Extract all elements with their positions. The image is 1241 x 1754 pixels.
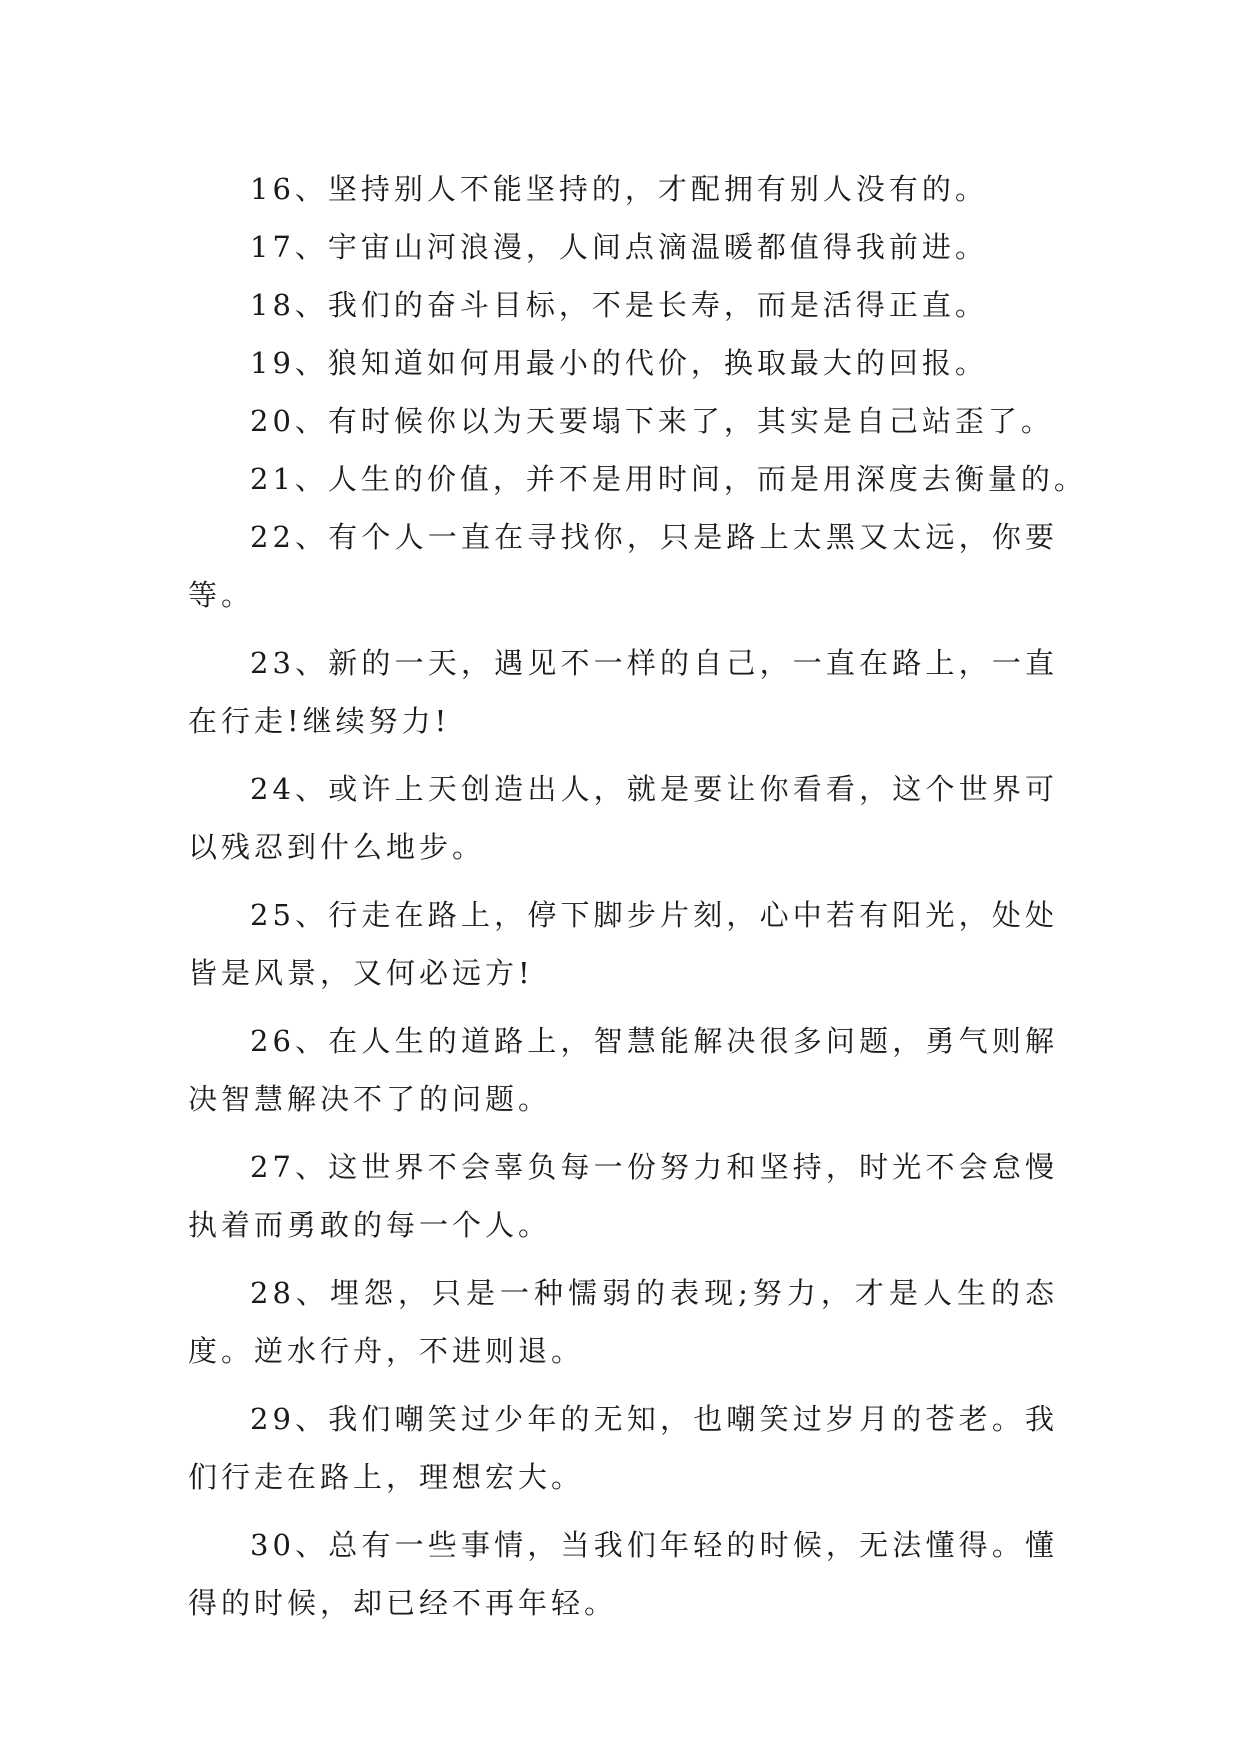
list-item: 28、埋怨，只是一种懦弱的表现;努力，才是人生的态度。逆水行舟，不进则退。 (188, 1276, 1058, 1368)
list-item: 22、有个人一直在寻找你，只是路上太黑又太远，你要等。 (188, 520, 1058, 612)
list-item: 19、狼知道如何用最小的代价，换取最大的回报。 (250, 346, 988, 380)
document-body (188, 160, 1087, 1632)
list-item: 27、这世界不会辜负每一份努力和坚持，时光不会怠慢执着而勇敢的每一个人。 (188, 1150, 1058, 1242)
list-item: 29、我们嘲笑过少年的无知，也嘲笑过岁月的苍老。我们行走在路上，理想宏大。 (188, 1402, 1058, 1494)
list-item: 24、或许上天创造出人，就是要让你看看，这个世界可以残忍到什么地步。 (188, 772, 1058, 864)
list-item: 18、我们的奋斗目标，不是长寿，而是活得正直。 (250, 288, 988, 322)
list-item: 30、总有一些事情，当我们年轻的时候，无法懂得。懂得的时候，却已经不再年轻。 (188, 1528, 1058, 1620)
list-item: 17、宇宙山河浪漫，人间点滴温暖都值得我前进。 (250, 230, 988, 264)
list-item: 25、行走在路上，停下脚步片刻，心中若有阳光，处处皆是风景，又何必远方! (188, 898, 1058, 990)
list-item: 20、有时候你以为天要塌下来了，其实是自己站歪了。 (250, 404, 1054, 438)
list-item: 21、人生的价值，并不是用时间，而是用深度去衡量的。 (250, 462, 1087, 496)
list-item: 16、坚持别人不能坚持的，才配拥有别人没有的。 (250, 172, 988, 206)
list-item: 23、新的一天，遇见不一样的自己，一直在路上，一直在行走!继续努力! (188, 646, 1058, 738)
list-item: 26、在人生的道路上，智慧能解决很多问题，勇气则解决智慧解决不了的问题。 (188, 1024, 1058, 1116)
